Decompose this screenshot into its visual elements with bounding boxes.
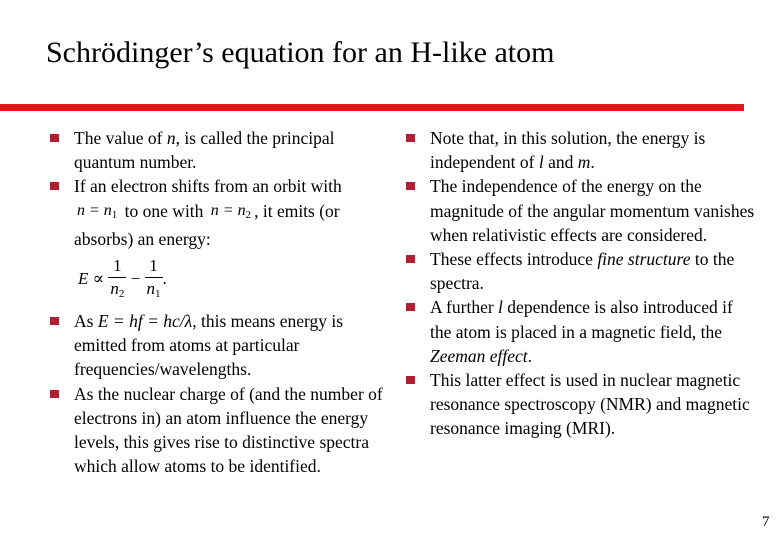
eq-sub: 1 xyxy=(111,208,118,221)
den-var: n xyxy=(110,279,119,299)
equation-e-hf-hc-lambda: E = hf = hc/λ xyxy=(97,311,193,332)
fine-structure-term: fine structure xyxy=(597,249,691,270)
page-number: 7 xyxy=(762,514,770,530)
text: . xyxy=(527,345,533,366)
eq-sub: 2 xyxy=(245,208,252,221)
fraction-one-over-n2 xyxy=(108,255,126,305)
den-sub: 2 xyxy=(118,288,125,301)
bullet-icon xyxy=(50,182,59,190)
equation-n-equals-n2 xyxy=(211,199,251,227)
text: The independence of the energy on the magnitude of the angular momentum vanishes when relativistic effects are considered. xyxy=(430,176,755,245)
bullet-distinctive-spectra xyxy=(50,382,385,479)
text: As xyxy=(74,311,98,332)
text: dependence is also introduced if the atom is placed in a magnetic field, the xyxy=(430,297,733,342)
den-var: n xyxy=(146,279,155,299)
bullet-icon xyxy=(406,255,415,263)
text: The value of xyxy=(74,128,167,148)
var-n: n xyxy=(166,128,176,148)
zeeman-effect-term: Zeeman effect xyxy=(430,345,528,366)
text: Note that, in this solution, the energy is independent of xyxy=(430,128,706,173)
text: to the spectra. xyxy=(430,249,735,294)
fraction-one-over-n1 xyxy=(145,255,163,305)
var-m: m xyxy=(577,152,591,173)
bullet-fine-structure xyxy=(406,247,756,295)
bullet-icon xyxy=(50,317,59,325)
bullet-electron-shift xyxy=(50,174,385,303)
bullet-zeeman-effect xyxy=(406,295,756,368)
bullet-icon xyxy=(406,376,415,384)
numerator: 1 xyxy=(113,256,122,276)
text: , is called the principal quantum number. xyxy=(74,128,335,173)
text: If an electron shifts from an orbit with xyxy=(74,176,342,197)
slide-title: Schrödinger’s equation for an H-like atom xyxy=(46,36,555,69)
text: , it emits (or absorbs) an energy: xyxy=(74,200,340,249)
eq-minus: − xyxy=(130,269,141,289)
eq-proportional-symbol: ∝ xyxy=(92,269,105,289)
bullet-icon xyxy=(406,303,415,311)
bullet-icon xyxy=(406,182,415,190)
denominator xyxy=(145,277,163,305)
eq-period: . xyxy=(162,269,167,289)
equation-n-equals-n1 xyxy=(77,199,117,227)
bullet-icon xyxy=(406,134,415,142)
text: , this means energy is emitted from atoms at particular frequencies/wavelengths. xyxy=(74,311,344,380)
text: . xyxy=(590,152,595,173)
bullet-icon xyxy=(50,134,59,142)
bullet-principal-quantum-number xyxy=(50,126,385,174)
var-l: l xyxy=(498,297,503,318)
text: These effects introduce xyxy=(430,249,598,270)
text: and xyxy=(543,152,578,173)
text: This latter effect is used in nuclear magnetic resonance spectroscopy (NMR) and magnetic resonance imaging (MRI). xyxy=(430,370,750,439)
text: A further xyxy=(430,297,499,318)
bullet-nmr-mri xyxy=(406,368,756,441)
eq-lhs: n = n xyxy=(77,201,112,219)
bullet-relativistic-effects xyxy=(406,174,756,247)
numerator: 1 xyxy=(149,256,158,276)
denominator xyxy=(108,277,126,305)
right-column xyxy=(406,126,756,441)
bullet-icon xyxy=(50,390,59,398)
bullet-energy-independence xyxy=(406,126,756,174)
text: to one with xyxy=(120,200,208,221)
title-divider xyxy=(0,104,744,111)
bullet-emission-frequencies xyxy=(50,309,385,382)
var-l: l xyxy=(538,152,544,173)
energy-proportionality-equation xyxy=(78,255,385,303)
eq-lhs: n = n xyxy=(210,201,246,219)
text: As the nuclear charge of (and the number of electrons in) an atom influence the energy levels, this gives rise to distinctive spectra which allow atoms to be identified. xyxy=(74,383,383,477)
eq-energy-symbol: E xyxy=(78,269,89,289)
left-column xyxy=(50,126,385,478)
den-sub: 1 xyxy=(155,288,161,301)
